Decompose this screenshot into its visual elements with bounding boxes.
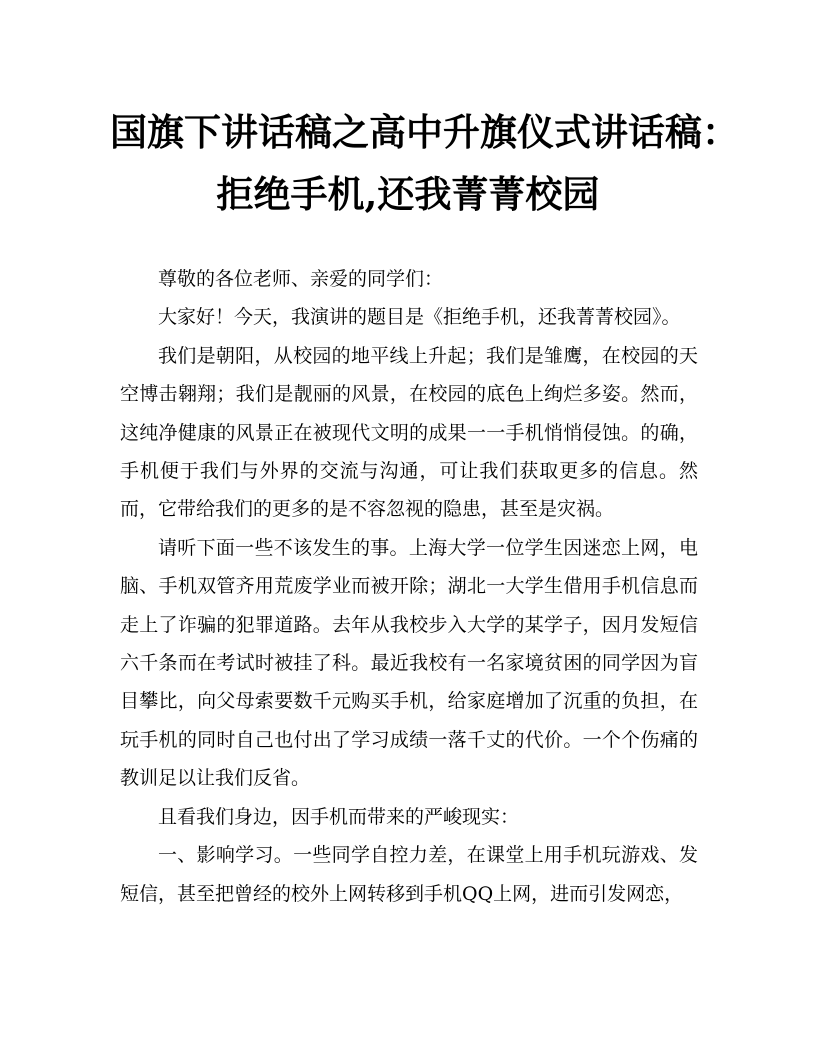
body-paragraph: 且看我们身边，因手机而带来的严峻现实： [158, 805, 520, 828]
document-title-line-2: 拒绝手机,还我菁菁校园 [216, 172, 600, 216]
greeting-paragraph: 尊敬的各位老师、亲爱的同学们： [158, 268, 444, 290]
document-title-line-1: 国旗下讲话稿之高中升旗仪式讲话稿： [110, 110, 739, 154]
body-paragraph: 我们是朝阳，从校园的地平线上升起；我们是雏鹰，在校园的天空博击翱翔；我们是靓丽的风景，在校园的底色上绚烂多姿。然而，这纯净健康的风景正在被现代文明的成果一一手机悄悄侵蚀。的确，手机便于我们与外界的交流与沟通，可让我们获取更多的信息。然而，它带给我们的更多的是不容忽视的隐患，甚至是灾祸。 [120, 344, 698, 521]
document-body [120, 260, 698, 913]
body-paragraph: 一、影响学习。一些同学自控力差，在课堂上用手机玩游戏、发短信，甚至把曾经的校外上网转移到手机QQ上网，进而引发网恋， [120, 844, 698, 905]
opening-paragraph: 大家好！今天，我演讲的题目是《拒绝手机，还我菁菁校园》。 [158, 306, 681, 329]
body-paragraph: 请听下面一些不该发生的事。上海大学一位学生因迷恋上网，电脑、手机双管齐用荒废学业而被开除；湖北一大学生借用手机信息而走上了诈骗的犯罪道路。去年从我校步入大学的某学子，因月发短信六千条而在考试时被挂了科。最近我校有一名家境贫困的同学因为盲目攀比，向父母索要数千元购买手机，给家庭增加了沉重的负担，在玩手机的同时自己也付出了学习成绩一落千丈的代价。一个个伤痛的教训足以让我们反省。 [120, 536, 698, 790]
